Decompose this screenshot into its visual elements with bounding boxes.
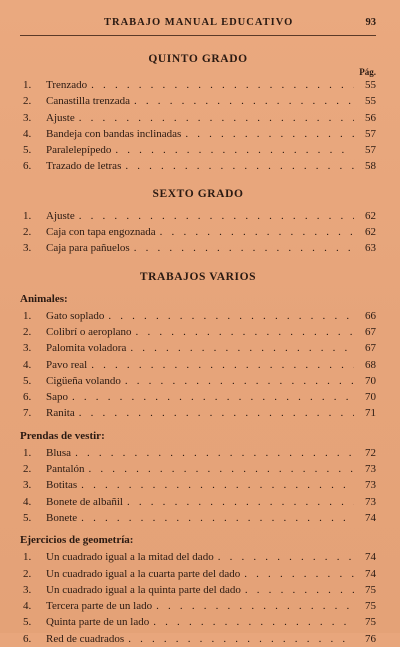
list-item: 5. Bonete . . . 74 xyxy=(20,510,376,526)
list-item: 4. Pavo real . . . 68 xyxy=(20,357,376,373)
list-item: 6. Red de cuadrados . . . 76 xyxy=(20,631,376,647)
list-item: 2. Caja con tapa engoznada . . . 62 xyxy=(20,224,376,240)
list-item: 5. Cigüeña volando . . . 70 xyxy=(20,373,376,389)
running-header xyxy=(20,17,376,36)
list-item: 5. Quinta parte de un lado . . . 75 xyxy=(20,614,376,630)
prendas-list xyxy=(20,445,376,526)
list-item: 1. Gato soplado . . . 66 xyxy=(20,308,376,324)
list-item: 2. Pantalón . . . 73 xyxy=(20,461,376,477)
list-item: 1. Trenzado . . . 55 xyxy=(20,77,376,93)
running-title: TRABAJO MANUAL EDUCATIVO xyxy=(104,17,294,28)
category-prendas-de-vestir: Prendas de vestir: xyxy=(20,429,105,442)
section-title-quinto-grado: QUINTO GRADO xyxy=(148,53,248,65)
list-item: 4. Tercera parte de un lado . . . 75 xyxy=(20,598,376,614)
category-animales: Animales: xyxy=(20,292,68,305)
list-item: 3. Palomita voladora . . . 67 xyxy=(20,340,376,356)
list-item: 1. Ajuste . . . 62 xyxy=(20,208,376,224)
section-title-trabajos-varios: TRABAJOS VARIOS xyxy=(139,270,257,283)
list-item: 3. Botitas . . . 73 xyxy=(20,477,376,493)
section-title-sexto-grado: SEXTO GRADO xyxy=(152,187,244,200)
list-item: 3. Ajuste . . . 56 xyxy=(20,110,376,126)
animales-list xyxy=(20,308,376,422)
page-column-label: Pág. xyxy=(359,67,376,77)
list-item: 2. Un cuadrado igual a la cuarta parte del dado . . . 74 xyxy=(20,566,376,582)
list-item: 1. Un cuadrado igual a la mitad del dado . . . 74 xyxy=(20,549,376,565)
list-item: 3. Un cuadrado igual a la quinta parte del dado . . . 75 xyxy=(20,582,376,598)
list-item: 4. Bonete de albañil . . . 73 xyxy=(20,494,376,510)
list-item: 3. Caja para pañuelos . . . 63 xyxy=(20,240,376,256)
list-item: 6. Sapo . . . 70 xyxy=(20,389,376,405)
list-item: 2. Colibrí o aeroplano . . . 67 xyxy=(20,324,376,340)
geometria-list xyxy=(20,549,376,647)
list-item: 7. Ranita . . . 71 xyxy=(20,405,376,421)
sexto-grado-list xyxy=(20,208,376,257)
list-item: 5. Paralelepípedo . . . 57 xyxy=(20,142,376,158)
list-item: 6. Trazado de letras . . . 58 xyxy=(20,158,376,174)
quinto-grado-list xyxy=(20,77,376,175)
list-item: 2. Canastilla trenzada . . . 55 xyxy=(20,93,376,109)
list-item: 1. Blusa . . . 72 xyxy=(20,445,376,461)
category-ejercicios-de-geometria: Ejercicios de geometría: xyxy=(20,534,134,547)
list-item: 4. Bandeja con bandas inclinadas . . . 57 xyxy=(20,126,376,142)
page-number: 93 xyxy=(365,17,376,28)
